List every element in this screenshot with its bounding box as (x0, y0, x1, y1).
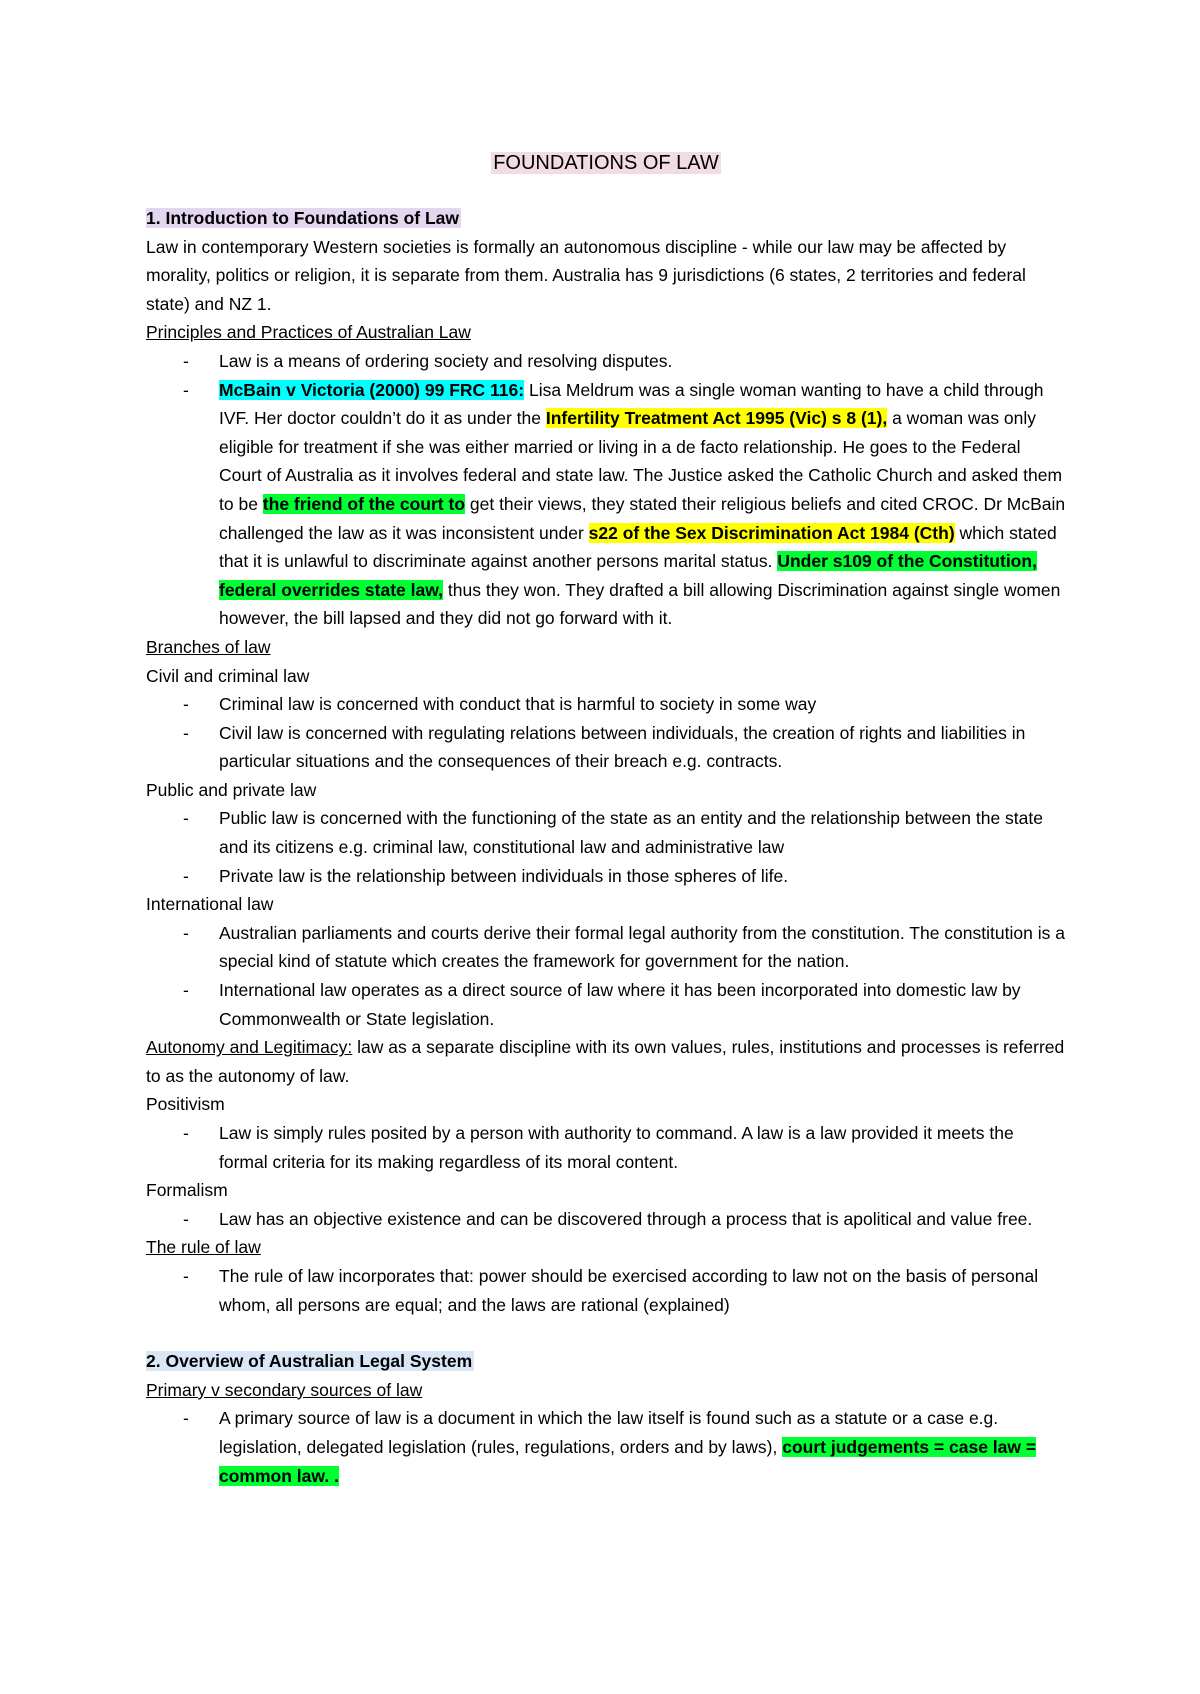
principles-heading: Principles and Practices of Australian Law (146, 322, 471, 343)
document-title: FOUNDATIONS OF LAW (493, 152, 719, 174)
international-list (146, 919, 1066, 1033)
case-law-highlight: court judgements = case law = common law. . (219, 1436, 1037, 1486)
list-item: - Australian parliaments and courts derive their formal legal authority from the constitution. The constitution is a special kind of statute which creates the framework for government for the nation. (219, 919, 1066, 976)
rule-of-law-heading: The rule of law (146, 1237, 261, 1258)
autonomy-label: Autonomy and Legitimacy: (146, 1037, 353, 1058)
sources-heading: Primary v secondary sources of law (146, 1379, 423, 1400)
section-1-heading: 1. Introduction to Foundations of Law (146, 208, 460, 228)
public-private-heading: Public and private law (146, 779, 317, 800)
principles-list (146, 347, 1066, 633)
spacer (146, 1319, 1066, 1347)
list-item: - The rule of law incorporates that: power should be exercised according to law not on the basis of personal whom, all persons are equal; and the laws are rational (explained) (219, 1262, 1066, 1319)
autonomy-paragraph: Autonomy and Legitimacy: law as a separate discipline with its own values, rules, institutions and processes is referred to as the autonomy of law. (146, 1037, 1065, 1086)
intro-paragraph: Law in contemporary Western societies is formally an autonomous discipline - while our law may be affected by morality, politics or religion, it is separate from them. Australia has 9 jurisdictions (6 states, 2 territories and federal state) and NZ 1. (146, 236, 1026, 314)
section-2-heading: 2. Overview of Australian Legal System (146, 1351, 473, 1372)
sources-list (146, 1404, 1066, 1490)
act-highlight: Infertility Treatment Act 1995 (Vic) s 8 (1), (545, 408, 888, 429)
list-item: - Private law is the relationship between individuals in those spheres of life. (219, 862, 1066, 891)
list-item: - Law is a means of ordering society and resolving disputes. (219, 347, 1066, 376)
list-item: - Civil law is concerned with regulating relations between individuals, the creation of rights and liabilities in particular situations and the consequences of their breach e.g. contracts. (219, 719, 1066, 776)
branches-heading: Branches of law (146, 636, 271, 657)
sda-highlight: s22 of the Sex Discrimination Act 1984 (Cth) (588, 522, 955, 543)
positivism-heading: Positivism (146, 1094, 225, 1115)
document-page (146, 150, 1066, 1490)
formalism-heading: Formalism (146, 1180, 228, 1201)
formalism-list (146, 1205, 1066, 1234)
list-item: - Law is simply rules posited by a person with authority to command. A law is a law provided it meets the formal criteria for its making regardless of its moral content. (219, 1119, 1066, 1176)
public-private-list (146, 804, 1066, 890)
list-item: - International law operates as a direct source of law where it has been incorporated into domestic law by Commonwealth or State legislation. (219, 976, 1066, 1033)
case-name-highlight: McBain v Victoria (2000) 99 FRC 116: (219, 379, 525, 400)
international-heading: International law (146, 894, 274, 915)
list-item: - A primary source of law is a document in which the law itself is found such as a statute or a case e.g. legislation, delegated legislation (rules, regulations, orders and by laws), court judgements = case law = common law. . (219, 1404, 1066, 1490)
list-item: - Law has an objective existence and can be discovered through a process that is apolitical and value free. (219, 1205, 1066, 1234)
mcbain-case-item: - McBain v Victoria (2000) 99 FRC 116: Lisa Meldrum was a single woman wanting to have a child through IVF. Her doctor couldn’t do it as under the Infertility Treatment Act 1995 (Vic) s 8 (1), a woman was only eligible for treatment if she was either married or living in a de facto relationship. He goes to the Federal Court of Australia as it involves federal and state law. The Justice asked the Catholic Church and asked them to be the friend of the court to get their views, they stated their religious beliefs and cited CROC. Dr McBain challenged the law as it was inconsistent under s22 of the Sex Discrimination Act 1984 (Cth) which stated that it is unlawful to discriminate against another persons marital status. Under s109 of the Constitution, federal overrides state law, thus they won. They drafted a bill allowing Discrimination against single women however, the bill lapsed and they did not go forward with it. (219, 376, 1066, 633)
civil-criminal-list (146, 690, 1066, 776)
rule-of-law-list (146, 1262, 1066, 1319)
s109-highlight: Under s109 of the Constitution, federal overrides state law, (219, 551, 1037, 600)
list-item: - Public law is concerned with the functioning of the state as an entity and the relationship between the state and its citizens e.g. criminal law, constitutional law and administrative law (219, 804, 1066, 861)
friend-of-court-highlight: the friend of the court to (262, 493, 466, 514)
positivism-list (146, 1119, 1066, 1176)
list-item: - Criminal law is concerned with conduct that is harmful to society in some way (219, 690, 1066, 719)
civil-criminal-heading: Civil and criminal law (146, 665, 310, 686)
